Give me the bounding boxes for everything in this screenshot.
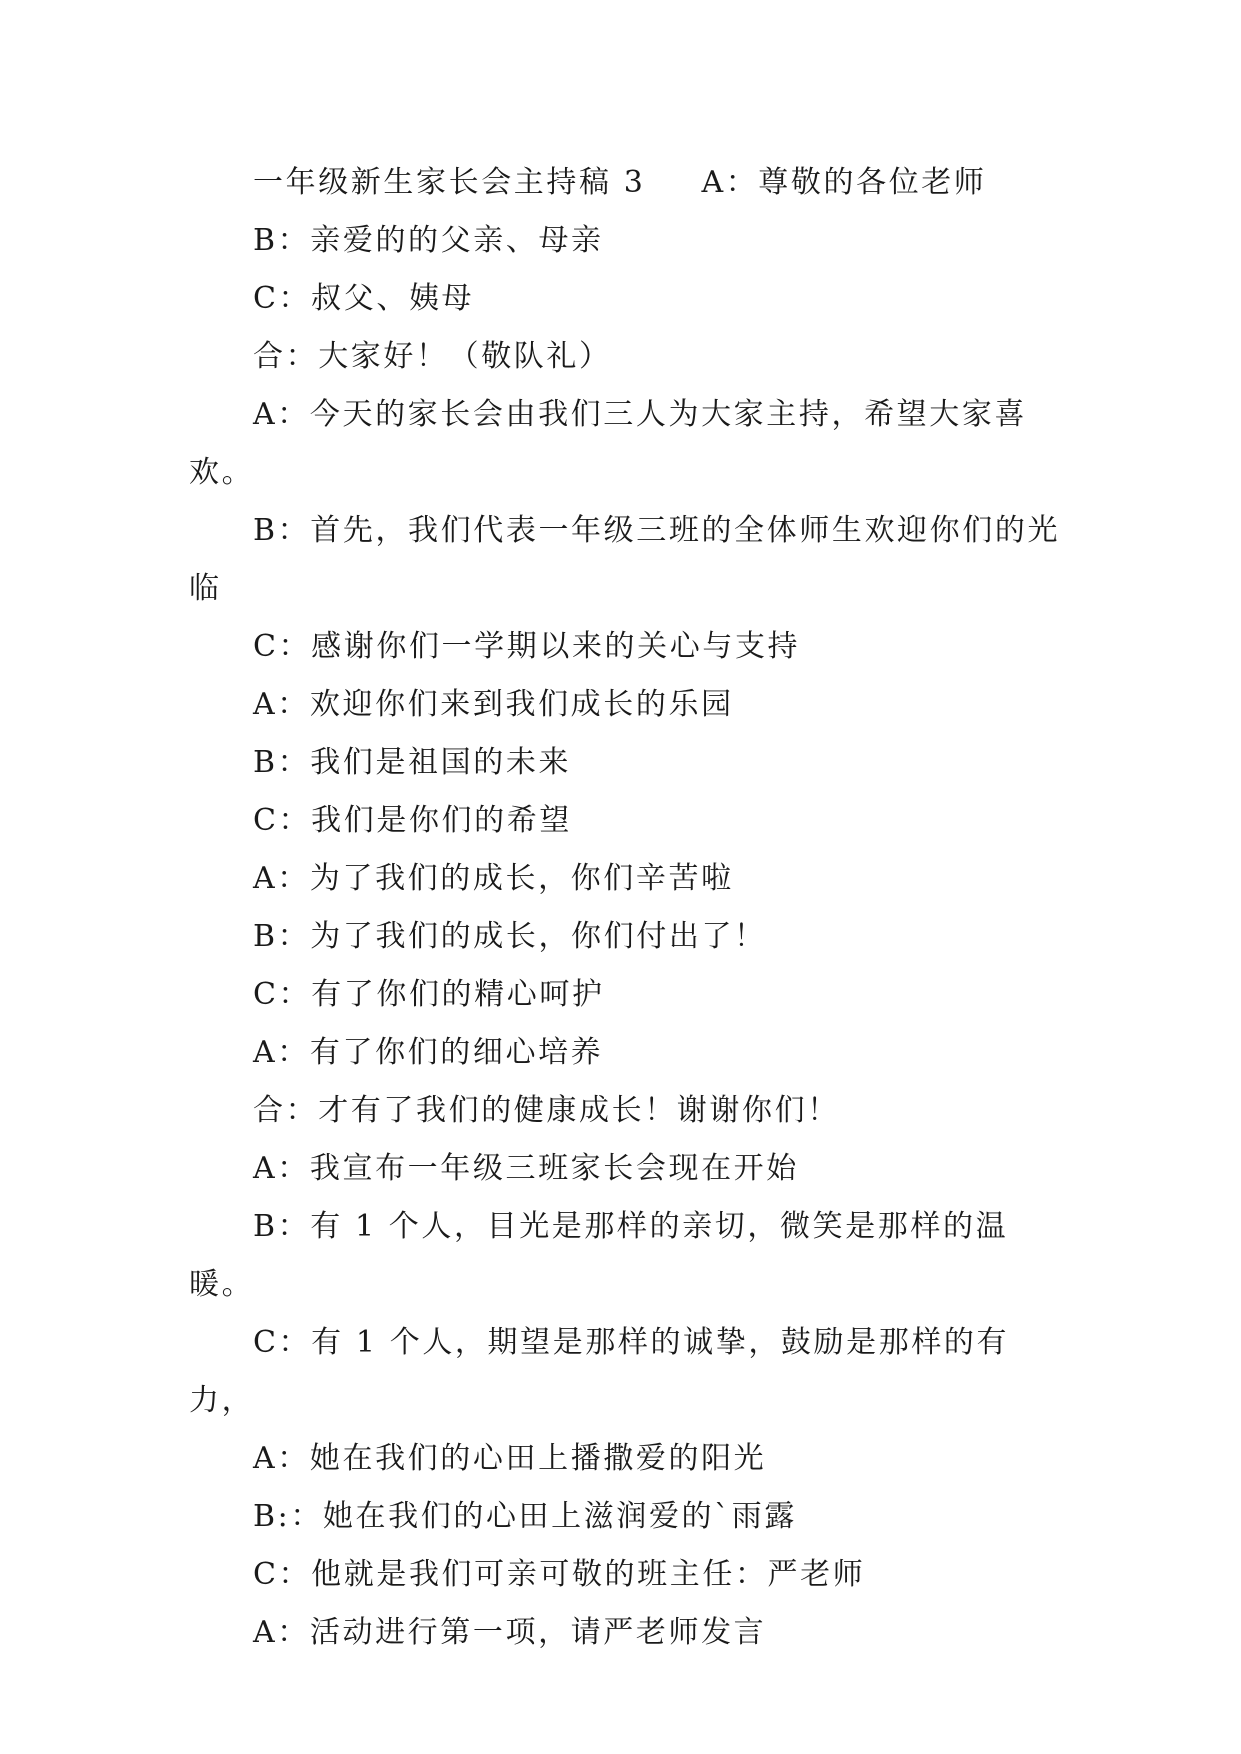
dialogue-line: A：我宣布一年级三班家长会现在开始 <box>253 1151 799 1186</box>
dialogue-line: A：尊敬的各位老师 <box>701 165 987 200</box>
dialogue-line: B：有 1 个人，目光是那样的亲切，微笑是那样的温暖。 <box>189 1209 1009 1302</box>
dialogue-line: A：有了你们的细心培养 <box>253 1035 604 1070</box>
dialogue-line: B：首先，我们代表一年级三班的全体师生欢迎你们的光临 <box>189 513 1061 606</box>
document-title: 一年级新生家长会主持稿 3 <box>253 165 646 200</box>
dialogue-line: 合：大家好！（敬队礼） <box>253 339 612 374</box>
dialogue-line: C：有了你们的精心呵护 <box>253 977 605 1012</box>
dialogue-line: B：我们是祖国的未来 <box>253 745 572 780</box>
dialogue-line: C：他就是我们可亲可敬的班主任：严老师 <box>253 1557 866 1592</box>
dialogue-line: A：活动进行第一项，请严老师发言 <box>253 1615 767 1650</box>
dialogue-line: A：欢迎你们来到我们成长的乐园 <box>253 687 734 722</box>
dialogue-line: B：亲爱的的父亲、母亲 <box>253 223 604 258</box>
dialogue-line: A：她在我们的心田上播撒爱的阳光 <box>253 1441 767 1476</box>
dialogue-line: C：感谢你们一学期以来的关心与支持 <box>253 629 801 664</box>
dialogue-line: C：我们是你们的希望 <box>253 803 572 838</box>
dialogue-line: A：今天的家长会由我们三人为大家主持，希望大家喜欢。 <box>189 397 1028 490</box>
dialogue-line: 合：才有了我们的健康成长！谢谢你们！ <box>253 1093 840 1128</box>
dialogue-line: B:：她在我们的心田上滋润爱的`雨露 <box>253 1499 797 1534</box>
dialogue-line: A：为了我们的成长，你们辛苦啦 <box>253 861 734 896</box>
title-line <box>189 154 1069 212</box>
dialogue-line: C：叔父、姨母 <box>253 281 475 316</box>
dialogue-line: C：有 1 个人，期望是那样的诚挚，鼓励是那样的有力， <box>189 1325 1010 1418</box>
dialogue-line: B：为了我们的成长，你们付出了！ <box>253 919 767 954</box>
document-body <box>189 154 1069 1662</box>
